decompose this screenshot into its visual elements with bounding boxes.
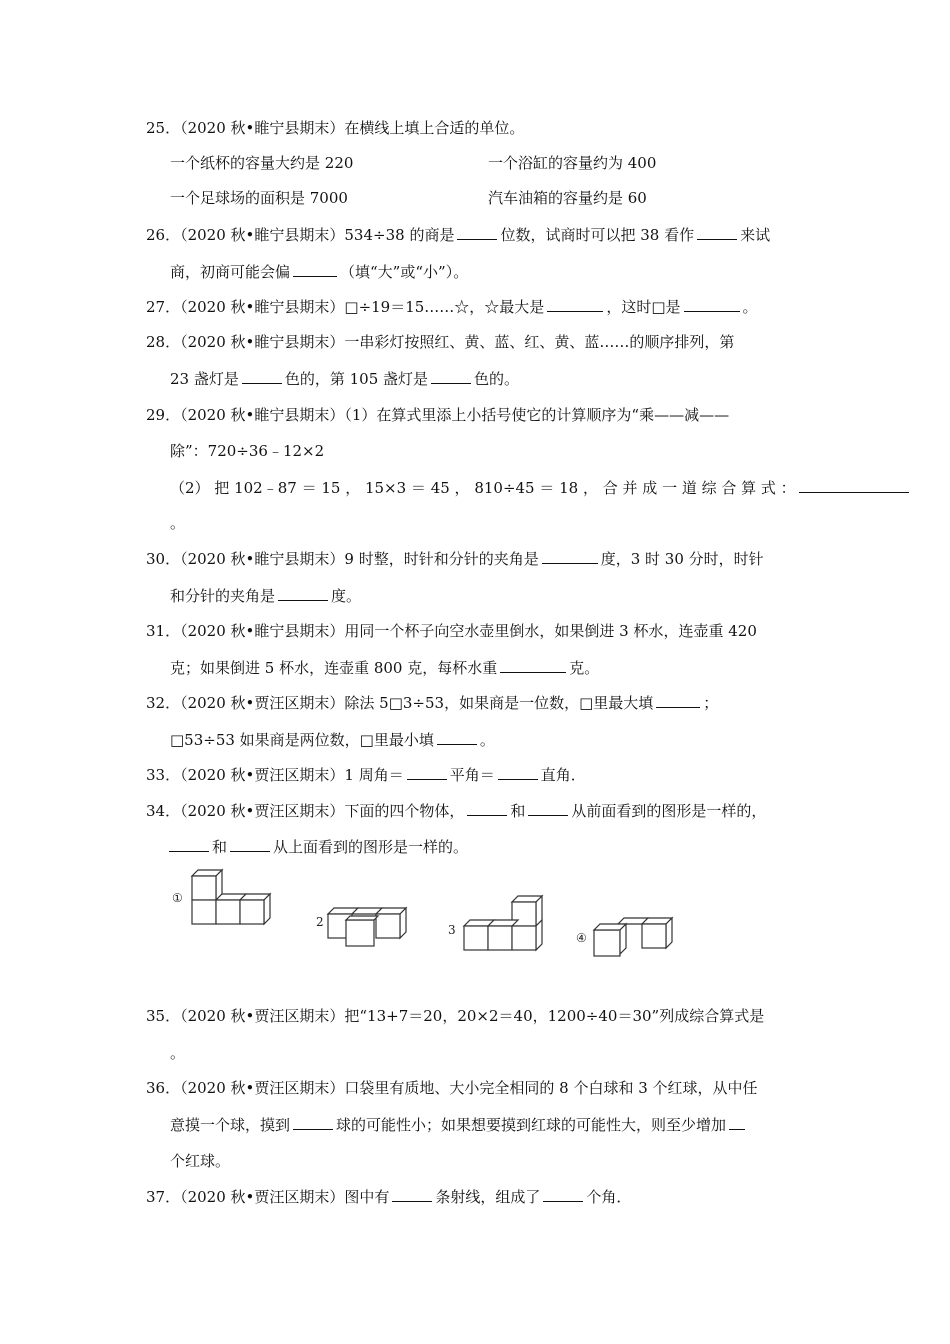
q28-line1 [146,332,734,352]
q35-line1 [146,1006,764,1026]
question-text: 和 [510,802,526,820]
answer-blank[interactable] [431,369,471,384]
q34-line1 [146,801,766,821]
q37-line1 [146,1187,631,1207]
figure-label-2: 2 [316,915,324,929]
question-source: （2020 秋•睢宁县期末） [180,550,345,568]
question-text: □53÷53 如果商是两位数，□里最小填 [170,731,434,749]
question-number: 36． [146,1079,181,1097]
question-text: 商，初商可能会偏 [170,263,291,281]
question-text: 把“13+7＝20，20×2＝40，1200÷40＝30”列成综合算式是 [344,1007,765,1025]
question-source: （2020 秋•睢宁县期末） [180,622,345,640]
question-text: （1）在算式里添上小括号使它的计算顺序为“乘——减—— [344,406,730,424]
cube-figures [170,868,690,960]
cube-figure-3 [464,896,542,950]
q30-line2 [170,586,361,606]
question-source: （2020 秋•贾汪区期末） [180,1079,345,1097]
question-text: 除法 5□3÷53，如果商是一位数，□里最大填 [344,694,654,712]
question-text: （2） 把 102﹣87 ＝ 15 ， 15×3 ＝ 45 ， 810÷45 ＝ 18 ， 合 并 成 一 道 综 合 算 式 ： [170,479,796,497]
answer-blank[interactable] [437,730,477,745]
answer-blank[interactable] [407,765,447,780]
cube-figure-4 [594,918,672,956]
question-source: （2020 秋•贾汪区期末） [180,802,345,820]
question-number: 34． [146,802,181,820]
question-source: （2020 秋•贾汪区期末） [180,694,345,712]
answer-blank[interactable] [656,693,700,708]
question-text: □÷19＝15……☆，☆最大是 [344,298,545,316]
q34-line2 [166,837,468,857]
question-text: 1 周角＝ [344,766,404,784]
question-number: 29． [146,406,181,424]
question-number: 35． [146,1007,181,1025]
question-source: （2020 秋•贾汪区期末） [180,766,345,784]
question-text: （填“大”或“小”）。 [340,263,469,281]
question-source: （2020 秋•贾汪区期末） [180,1188,345,1206]
q27-line1 [146,297,758,317]
figure-label-3: 3 [448,923,456,937]
answer-blank[interactable] [684,297,740,312]
answer-blank[interactable] [498,765,538,780]
q29-line2: 除”：720÷36﹣12×2 [170,442,325,460]
question-text: 和分针的夹角是 [170,587,276,605]
question-text: 位数，试商时可以把 38 看作 [500,226,695,244]
answer-blank[interactable] [169,837,209,852]
question-text: 度，3 时 30 分时，时针 [600,550,764,568]
question-text: 下面的四个物体， [344,802,465,820]
answer-blank[interactable] [457,225,497,240]
q25-item-1: 一个纸杯的容量大约是 220 [170,154,354,172]
question-number: 25． [146,119,181,137]
question-text: 色的。 [474,370,520,388]
q25-line1 [146,118,524,138]
question-number: 27． [146,298,181,316]
answer-blank[interactable] [543,1187,583,1202]
figure-label-1: ① [172,891,183,905]
answer-blank[interactable] [697,225,737,240]
question-number: 30． [146,550,181,568]
question-source: （2020 秋•睢宁县期末） [180,119,345,137]
question-text: ，这时□是 [606,298,681,316]
q29-line4: 。 [170,514,186,532]
question-text: 一串彩灯按照红、黄、蓝、红、黄、蓝……的顺序排列，第 [344,333,735,351]
q25-item-2: 一个浴缸的容量约为 400 [488,154,657,172]
question-text: 个角． [586,1188,632,1206]
question-number: 32． [146,694,181,712]
answer-blank[interactable] [542,549,598,564]
question-number: 28． [146,333,181,351]
answer-blank[interactable] [230,837,270,852]
q25-item-4: 汽车油箱的容量约是 60 [488,189,647,207]
question-text: 图中有 [344,1188,390,1206]
answer-blank[interactable] [528,801,568,816]
answer-blank[interactable] [293,1115,333,1130]
answer-blank[interactable] [729,1115,745,1130]
question-text: 从上面看到的图形是一样的。 [273,838,469,856]
q26-line1 [146,225,770,245]
answer-blank[interactable] [293,262,337,277]
answer-blank[interactable] [799,478,909,493]
question-text: 条射线，组成了 [435,1188,541,1206]
answer-blank[interactable] [278,586,328,601]
answer-blank[interactable] [467,801,507,816]
answer-blank[interactable] [392,1187,432,1202]
q36-line1 [146,1078,758,1098]
question-source: （2020 秋•睢宁县期末） [180,226,345,244]
question-text: 用同一个杯子向空水壶里倒水，如果倒进 3 杯水，连壶重 420 [344,622,757,640]
question-text: 球的可能性小；如果想要摸到红球的可能性大，则至少增加 [336,1116,727,1134]
question-text: 色的，第 105 盏灯是 [284,370,429,388]
q30-line1 [146,549,764,569]
question-text: 。 [479,731,495,749]
question-number: 31． [146,622,181,640]
q25-item-3: 一个足球场的面积是 7000 [170,189,348,207]
cube-figure-2 [328,908,406,946]
question-source: （2020 秋•贾汪区期末） [180,1007,345,1025]
q29-line1 [146,405,729,425]
question-source: （2020 秋•睢宁县期末） [180,298,345,316]
q29-line3 [170,478,912,498]
question-text: ； [703,694,719,712]
question-text: 直角． [540,766,586,784]
question-text: 平角＝ [449,766,495,784]
question-text: 23 盏灯是 [170,370,239,388]
question-text: 从前面看到的图形是一样的， [571,802,767,820]
question-text: 意摸一个球，摸到 [170,1116,291,1134]
q26-line2 [170,262,468,282]
cube-figures-svg [170,868,690,960]
question-source: （2020 秋•睢宁县期末） [180,333,345,351]
figure-label-4: ④ [576,931,587,945]
q31-line2 [170,658,599,678]
question-source: （2020 秋•睢宁县期末） [180,406,345,424]
answer-blank[interactable] [500,658,566,673]
cube-figure-1 [192,870,270,924]
q36-line3: 个红球。 [170,1152,231,1170]
q35-line2: 。 [170,1044,186,1062]
q32-line2 [170,730,495,750]
q36-line2 [170,1115,748,1135]
q33-line1 [146,765,586,785]
question-number: 37． [146,1188,181,1206]
q32-line1 [146,693,718,713]
question-text: 和 [212,838,228,856]
answer-blank[interactable] [242,369,282,384]
question-text: 克。 [569,659,600,677]
answer-blank[interactable] [547,297,603,312]
question-text: 。 [742,298,758,316]
q28-line2 [170,369,519,389]
question-text: 在横线上填上合适的单位。 [344,119,525,137]
q31-line1 [146,621,757,641]
question-number: 26． [146,226,181,244]
question-text: 9 时整，时针和分针的夹角是 [344,550,539,568]
question-number: 33． [146,766,181,784]
question-text: 度。 [331,587,362,605]
question-text: 534÷38 的商是 [344,226,455,244]
question-text: 来试 [740,226,771,244]
question-text: 口袋里有质地、大小完全相同的 8 个白球和 3 个红球，从中任 [344,1079,758,1097]
question-text: 克；如果倒进 5 杯水，连壶重 800 克，每杯水重 [170,659,498,677]
